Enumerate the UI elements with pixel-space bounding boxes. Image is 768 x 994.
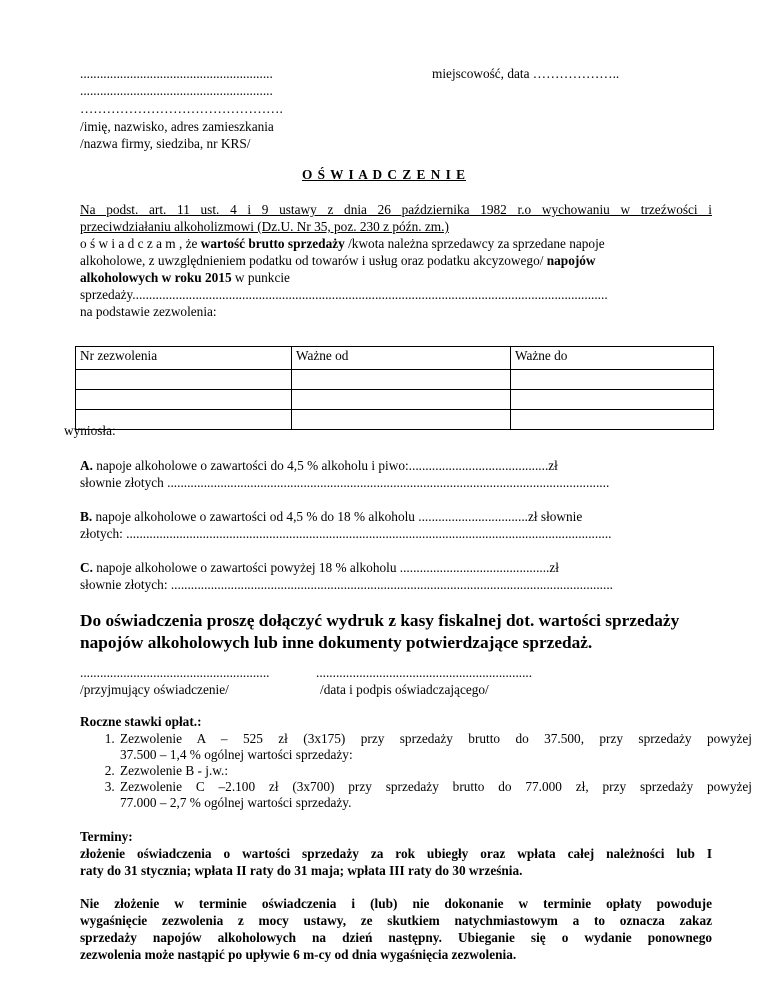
column-header: Nr zezwolenia [76,347,292,370]
basis-label: na podstawie zezwolenia: [80,304,217,319]
sales-point-field[interactable]: sprzedaży............................................................................................................................................... [80,287,608,302]
name-address-label: /imię, nazwisko, adres zamieszkania [80,119,274,134]
amount-c-line [80,560,559,576]
place-date-field[interactable]: miejscowość, data ……………….. [432,66,620,81]
company-label: /nazwa firmy, siedziba, nr KRS/ [80,136,251,151]
column-header: Ważne od [292,347,511,370]
notice-line-2: napojów alkoholowych lub inne dokumenty potwierdzające sprzedaż. [80,633,593,652]
list-item [118,779,752,811]
amount-a-field[interactable]: napoje alkoholowe o zawartości do 4,5 % alkoholu i piwo:..........................................zł [92,458,558,473]
deadlines-heading: Terminy: [80,829,133,844]
amount-c-field[interactable]: napoje alkoholowe o zawartości powyżej 18 % alkoholu .............................................zł [92,560,559,575]
warning-line-2: wygaśnięcie zezwolenia z mocy ustawy, ze skutkiem natychmiastowym a to oznacza zakaz [80,913,712,928]
rates-list [78,731,752,811]
amount-a-line [80,458,558,474]
table-row [76,410,714,430]
declare-suffix: /kwota należna sprzedawcy za sprzedane napoje [344,236,605,251]
list-item [118,731,752,763]
rate-a-line-2: 37.500 – 1,4 % ogólnej wartości sprzedaży: [120,747,353,762]
table-cell[interactable] [511,410,714,430]
rate-b-line-1: 2. Zezwolenie B - j.w.: [120,763,229,778]
amount-b-letter: B. [80,509,93,524]
document-title: O Ś W I A D C Z E N I E [301,167,467,182]
table-cell[interactable] [511,390,714,410]
declarant-signature-field[interactable]: ................................................................. [316,665,533,680]
deadlines-line-2: raty do 31 stycznia; wpłata II raty do 31 maja; wpłata III raty do 30 września. [80,863,523,878]
amount-b-field[interactable]: napoje alkoholowe o zawartości od 4,5 % do 18 % alkoholu .................................zł słownie [92,509,583,524]
rate-c-line-1: 3. Zezwolenie C –2.100 zł (3x700) przy sprzedaży brutto do 77.000 zł, przy sprzedaży powyżej [120,779,752,794]
warning-line-4: zezwolenia może nastąpić po upływie 6 m-cy od dnia wygaśnięcia zezwolenia. [80,947,517,962]
rates-heading: Roczne stawki opłat.: [80,714,202,729]
permits-table [75,346,714,430]
declare-prefix: o ś w i a d c z a m , że [80,236,201,251]
name-dots-line-1[interactable]: .......................................................... [80,66,273,81]
amount-c-letter: C. [80,560,93,575]
deadlines-line-1: złożenie oświadczenia o wartości sprzedaży za rok ubiegły oraz wpłata całej należności lub I [80,846,712,861]
amount-a-words-field[interactable]: słownie złotych ..................................................................................................................................... [80,475,610,490]
declarant-signature-label: /data i podpis oświadczającego/ [320,682,489,697]
amount-a-letter: A. [80,458,93,473]
column-header: Ważne do [511,347,714,370]
list-item [118,763,752,779]
amount-b-line [80,509,712,525]
receiver-signature-label: /przyjmujący oświadczenie/ [80,682,229,697]
amount-b-words-field[interactable]: złotych: .................................................................................................................................................. [80,526,612,541]
declaration-line-2-bold: napojów [546,253,596,268]
declaration-line-2 [80,253,596,269]
table-row [76,370,714,390]
declaration-line-3-suffix: w punkcie [231,270,290,285]
receiver-signature-field[interactable]: ......................................................... [80,665,270,680]
amount-c-words-field[interactable]: słownie złotych: ..................................................................................................................................... [80,577,613,592]
table-cell[interactable] [511,370,714,390]
table-cell[interactable] [76,390,292,410]
legal-basis-line-1: Na podst. art. 11 ust. 4 i 9 ustawy z dnia 26 października 1982 r.o wychowaniu w trzeźwości i [80,202,712,217]
table-cell[interactable] [292,410,511,430]
declare-bold: wartość brutto sprzedaży [200,236,345,251]
table-cell[interactable] [292,390,511,410]
warning-line-1: Nie złożenie w terminie oświadczenia i (lub) nie dokonanie w terminie opłaty powoduje [80,896,712,911]
table-cell[interactable] [76,370,292,390]
legal-basis-line-2: przeciwdziałaniu alkoholizmowi (Dz.U. Nr 35, poz. 230 z późn. zm.) [80,219,449,234]
notice-line-1: Do oświadczenia proszę dołączyć wydruk z kasy fiskalnej dot. wartości sprzedaży [80,611,680,630]
name-dots-line-3[interactable]: ………………………………………. [80,101,283,116]
warning-line-3: sprzedaży napojów alkoholowych na dzień następny. Ubieganie się o wydanie ponownego [80,930,712,945]
permits-table-header [76,347,714,370]
amounts-intro: wyniosła: [64,423,116,438]
declaration-line-2-text: alkoholowe, z uwzględnieniem podatku od towarów i usług oraz podatku akcyzowego/ [80,253,547,268]
table-row [76,390,714,410]
name-dots-line-2[interactable]: .......................................................... [80,83,273,98]
table-cell[interactable] [292,370,511,390]
rate-a-line-1: 1. Zezwolenie A – 525 zł (3x175) przy sprzedaży brutto do 37.500, przy sprzedaży powyżej [120,731,752,746]
rate-c-line-2: 77.000 – 2,7 % ogólnej wartości sprzedaży. [120,795,352,810]
declaration-line-1 [80,236,605,252]
declaration-line-3 [80,270,290,286]
declaration-year-bold: alkoholowych w roku 2015 [80,270,232,285]
